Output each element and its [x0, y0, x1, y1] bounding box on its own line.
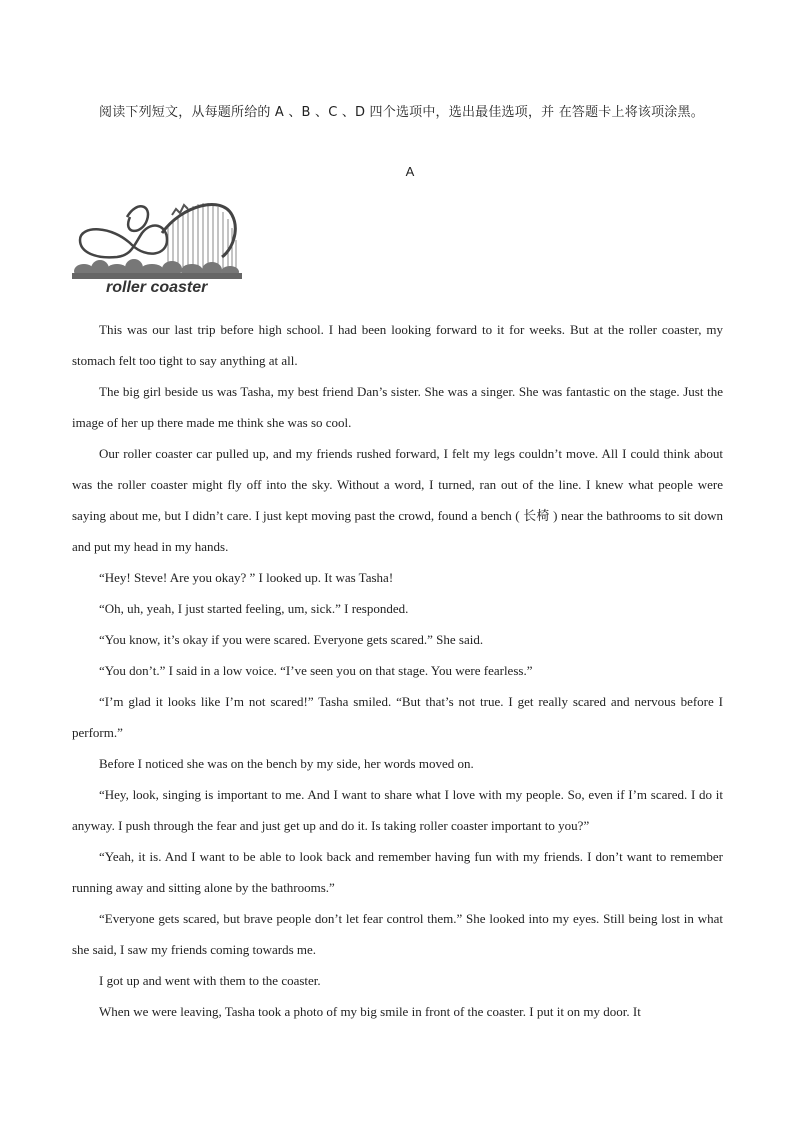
paragraph: Our roller coaster car pulled up, and my friends rushed forward, I felt my legs couldn’t move. All I could think about was the roller coaster might fly off into the sky. Without a word, I turned, ran out of the line. I knew what people were saying about me, but I didn’t care. I just kept moving past the crowd, found a bench ( 长椅 ) near the bathrooms to sit down and put my head in my hands. — [72, 446, 723, 554]
instruction-text: 阅读下列短文，从每题所给的 A 、B 、C 、D 四个选项中，选出最佳选项，并 在答题卡上将该项涂黑。 — [99, 105, 704, 120]
paragraph: Before I noticed she was on the bench by my side, her words moved on. — [99, 756, 474, 771]
figure-caption: roller coaster — [106, 279, 208, 296]
paragraph: This was our last trip before high school. I had been looking forward to it for weeks. But at the roller coaster, my stomach felt too tight to say anything at all. — [72, 322, 723, 368]
paragraph: “Yeah, it is. And I want to be able to look back and remember having fun with my friends. I don’t want to remember running away and sitting alone by the bathrooms.” — [72, 849, 723, 895]
paragraph: “Hey! Steve! Are you okay? ” I looked up. It was Tasha! — [99, 570, 394, 585]
paragraph: “I’m glad it looks like I’m not scared!” Tasha smiled. “But that’s not true. I get really scared and nervous before I perform.” — [72, 694, 723, 740]
paragraph: “Hey, look, singing is important to me. And I want to share what I love with my people. So, even if I’m scared. I do it anyway. I push through the fear and just get up and do it. Is taking roller coaster important to you?” — [72, 787, 723, 833]
story-body — [72, 314, 723, 1027]
paragraph: The big girl beside us was Tasha, my best friend Dan’s sister. She was a singer. She was fantastic on the stage. Just the image of her up there made me think she was so cool. — [72, 384, 723, 430]
paragraph: “Oh, uh, yeah, I just started feeling, um, sick.” I responded. — [99, 601, 409, 616]
paragraph: “You don’t.” I said in a low voice. “I’ve seen you on that stage. You were fearless.” — [99, 663, 533, 678]
paragraph: I got up and went with them to the coaster. — [99, 973, 321, 988]
paragraph: “Everyone gets scared, but brave people don’t let fear control them.” She looked into my eyes. Still being lost in what she said, I saw my friends coming towards me. — [72, 911, 723, 957]
roller-coaster-icon — [72, 195, 242, 285]
paragraph: “You know, it’s okay if you were scared. Everyone gets scared.” She said. — [99, 632, 484, 647]
paragraph: When we were leaving, Tasha took a photo of my big smile in front of the coaster. I put it on my door. It — [99, 1004, 641, 1019]
section-letter: A — [405, 164, 415, 179]
